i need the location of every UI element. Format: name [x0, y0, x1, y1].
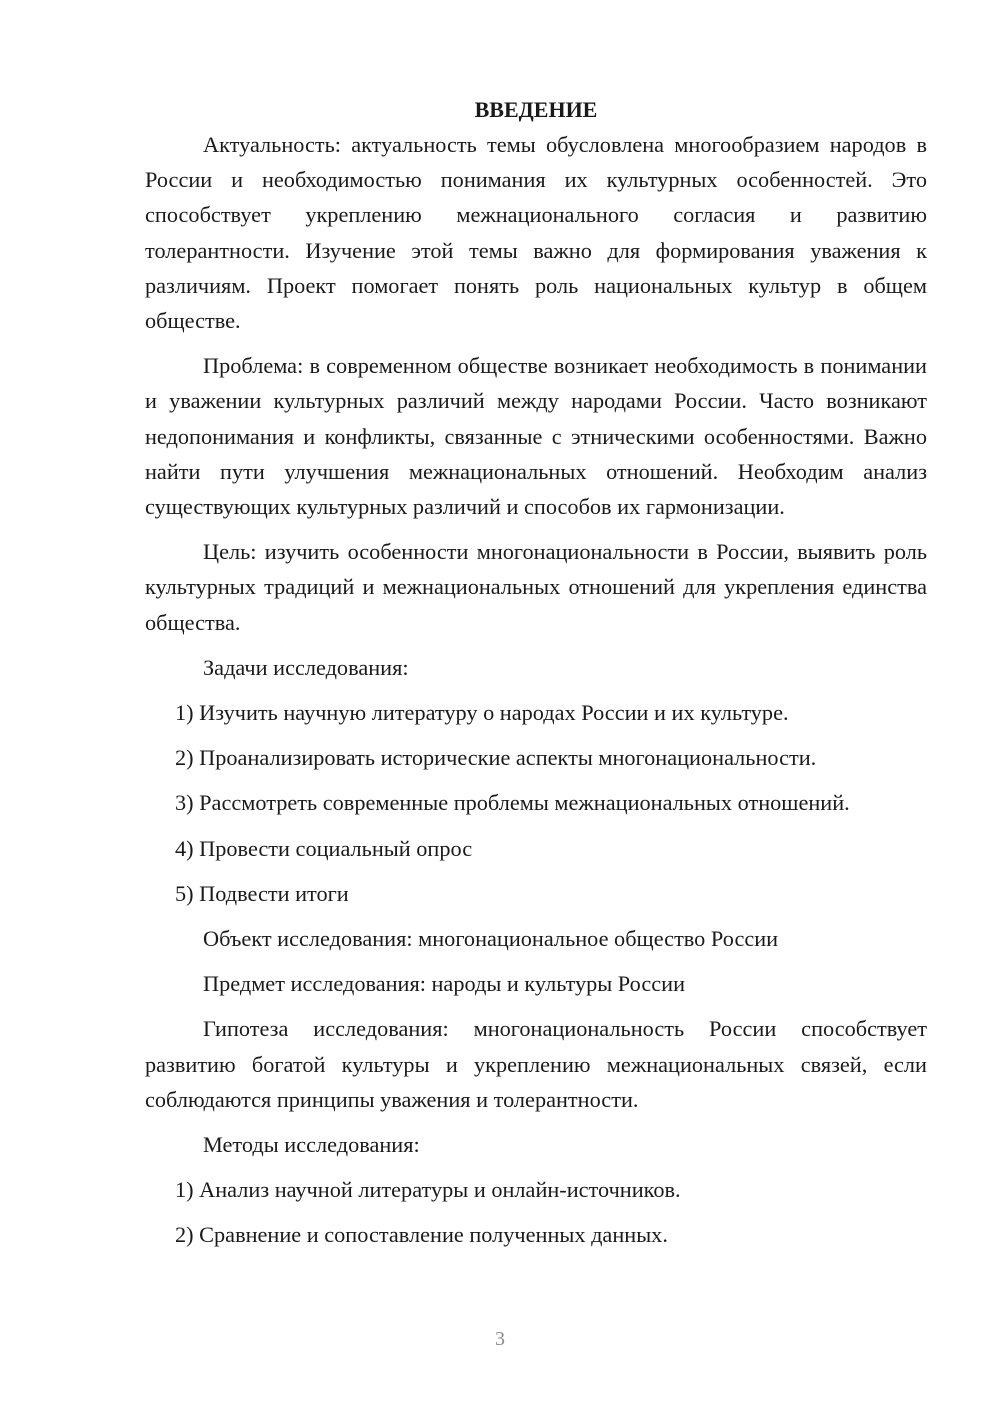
methods-list: [145, 1172, 927, 1252]
list-item: 3) Рассмотреть современные проблемы межнациональных отношений.: [175, 790, 850, 816]
list-item: 2) Сравнение и сопоставление полученных данных.: [175, 1222, 668, 1248]
tasks-list: [145, 695, 927, 911]
list-item: 4) Провести социальный опрос: [175, 835, 473, 861]
list-item: 1) Изучить научную литературу о народах России и их культуре.: [175, 700, 789, 726]
page-title: ВВЕДЕНИЕ: [474, 97, 598, 122]
relevance-paragraph: Актуальность: актуальность темы обусловлена многообразием народов в России и необходимостью понимания их культурных особенностей. Это способствует укреплению межнационального согласия и развитию толерантности. Изучение этой темы важно для формирования уважения к различиям. Проект помогает понять роль национальных культур в общем обществе.: [145, 132, 927, 334]
list-item: 2) Проанализировать исторические аспекты многонациональности.: [175, 745, 817, 771]
tasks-heading: Задачи исследования:: [203, 654, 409, 680]
methods-heading: Методы исследования:: [203, 1132, 420, 1158]
goal-paragraph: Цель: изучить особенности многонациональности в России, выявить роль культурных традиций и межнациональных отношений для укрепления единства общества.: [145, 539, 927, 635]
list-item: 5) Подвести итоги: [175, 880, 349, 906]
research-object: Объект исследования: многонациональное общество России: [203, 926, 779, 952]
page-number: 3: [495, 1328, 505, 1350]
hypothesis-paragraph: Гипотеза исследования: многонациональность России способствует развитию богатой культуры и укреплению межнациональных связей, если соблюдаются принципы уважения и толерантности.: [145, 1016, 927, 1112]
research-subject: Предмет исследования: народы и культуры России: [203, 971, 686, 997]
list-item: 1) Анализ научной литературы и онлайн-источников.: [175, 1177, 681, 1203]
document-page: [145, 92, 927, 1253]
problem-paragraph: Проблема: в современном обществе возникает необходимость в понимании и уважении культурных различий между народами России. Часто возникают недопонимания и конфликты, связанные с этническими особенностями. Важно найти пути улучшения межнациональных отношений. Необходим анализ существующих культурных различий и способов их гармонизации.: [145, 353, 927, 520]
